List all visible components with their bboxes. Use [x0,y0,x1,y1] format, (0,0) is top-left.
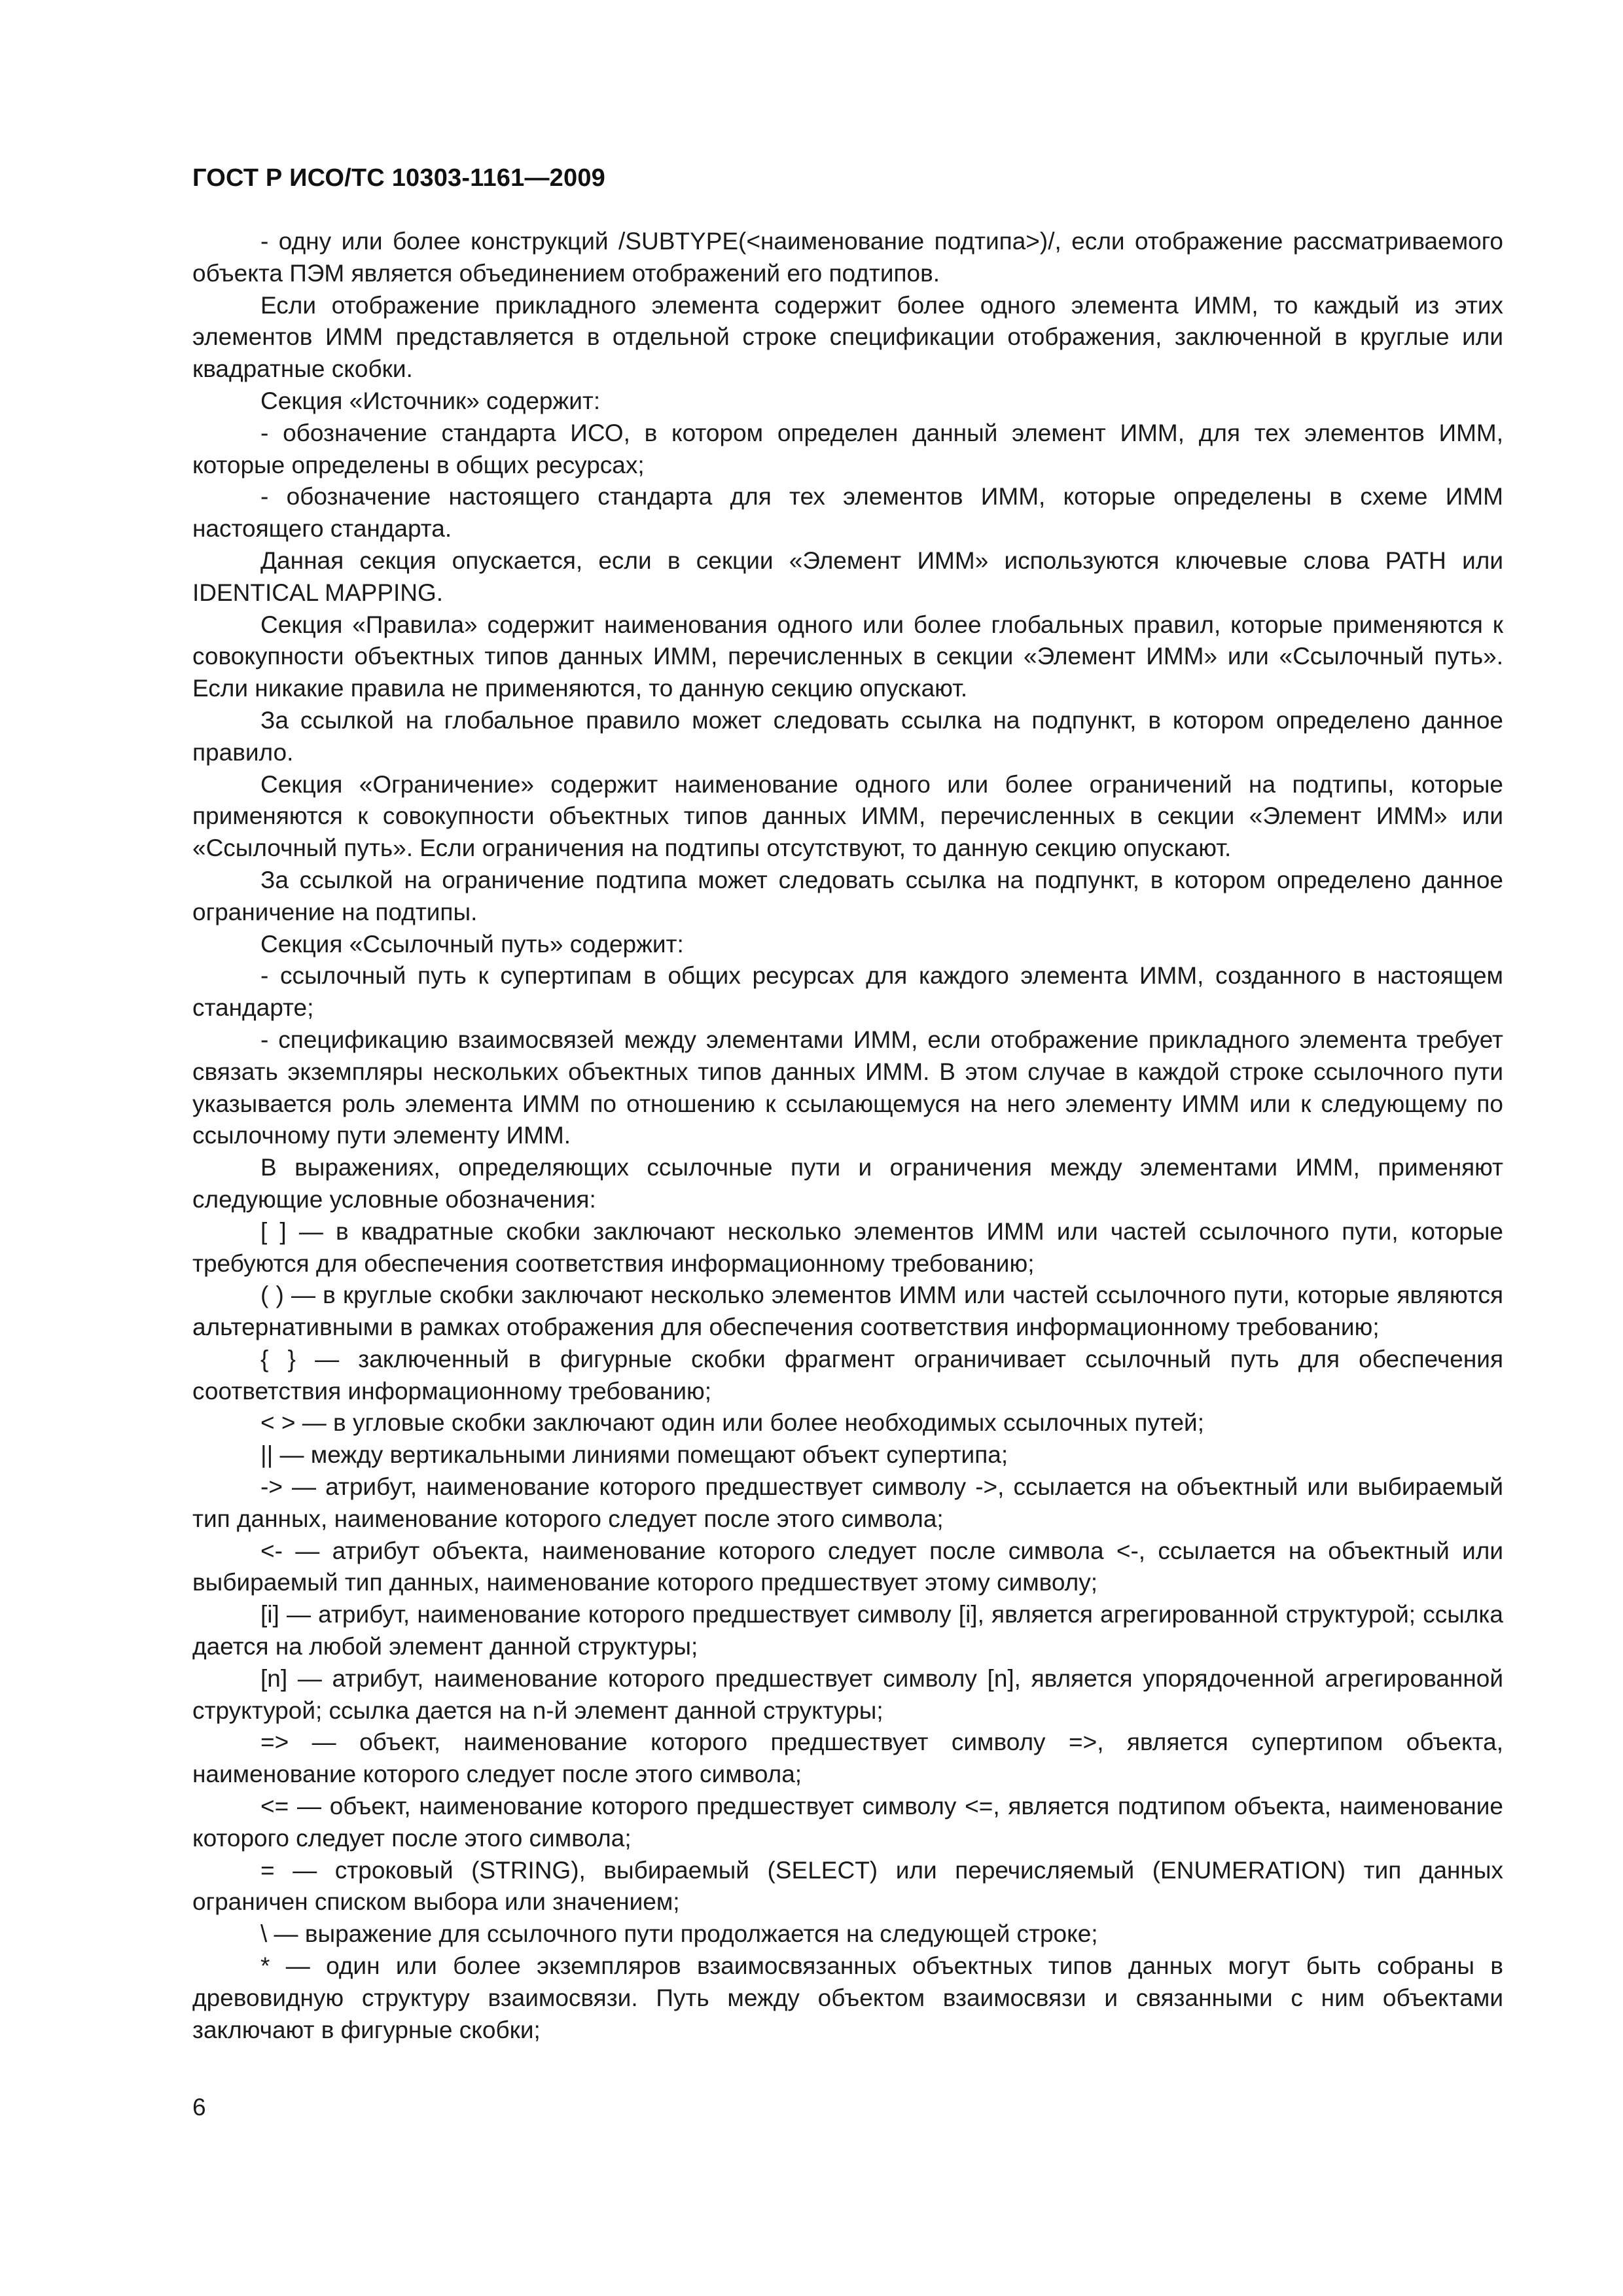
paragraph: Секция «Ссылочный путь» содержит: [260,930,684,958]
paragraph: - обозначение настоящего стандарта для тех элементов ИММ, которые определены в схеме ИММ настоящего стандарта. [192,483,1503,543]
notation-item: => — объект, наименование которого предшествует символу =>, является супертипом объекта, наименование которого следует после этого символа; [192,1729,1503,1788]
body-text [192,226,1503,2046]
paragraph: Секция «Ограничение» содержит наименование одного или более ограничений на подтипы, которые применяются к совокупности объектных типов данных ИММ, перечисленных в секции «Элемент ИММ» или «Ссылочный путь». Если ограничения на подтипы отсутствуют, то данную секцию опускают. [192,770,1503,862]
notation-item: * — один или более экземпляров взаимосвязанных объектных типов данных могут быть собраны в древовидную структуру взаимосвязи. Путь между объектом взаимосвязи и связанными с ним объектами заключают в фигурные скобки; [192,1952,1503,2043]
notation-item: [i] — атрибут, наименование которого предшествует символу [i], является агрегированной структурой; ссылка дается на любой элемент данной структуры; [192,1601,1503,1660]
paragraph: Секция «Правила» содержит наименования одного или более глобальных правил, которые применяются к совокупности объектных типов данных ИММ, перечисленных в секции «Элемент ИММ» или «Ссылочный путь». Если никакие правила не применяются, то данную секцию опускают. [192,611,1503,702]
paragraph: Если отображение прикладного элемента содержит более одного элемента ИММ, то каждый из этих элементов ИММ представляется в отдельной строке спецификации отображения, заключенной в круглые или квадратные скобки. [192,291,1503,383]
notation-item: || — между вертикальными линиями помещают объект супертипа; [260,1441,1008,1469]
paragraph: За ссылкой на глобальное правило может следовать ссылка на подпункт, в котором определено данное правило. [192,706,1503,766]
paragraph: Данная секция опускается, если в секции «Элемент ИММ» используются ключевые слова PATH или IDENTICAL MAPPING. [192,547,1503,606]
notation-item: -> — атрибут, наименование которого предшествует символу ->, ссылается на объектный или выбираемый тип данных, наименование которого следует после этого символа; [192,1473,1503,1532]
notation-item: { } — заключенный в фигурные скобки фрагмент ограничивает ссылочный путь для обеспечения соответствия информационному требованию; [192,1345,1503,1405]
notation-item: \ — выражение для ссылочного пути продолжается на следующей строке; [260,1920,1098,1948]
notation-item: ( ) — в круглые скобки заключают несколько элементов ИММ или частей ссылочного пути, которые являются альтернативными в рамках отображения для обеспечения соответствия информационному требованию; [192,1282,1503,1341]
notation-item: < > — в угловые скобки заключают один или более необходимых ссылочных путей; [260,1409,1204,1437]
page-header-standard-title: ГОСТ Р ИСО/ТС 10303-1161—2009 [192,164,606,192]
notation-item: [n] — атрибут, наименование которого предшествует символу [n], является упорядоченной агрегированной структурой; ссылка дается на n-й элемент данной структуры; [192,1664,1503,1724]
paragraph: В выражениях, определяющих ссылочные пути и ограничения между элементами ИММ, применяют следующие условные обозначения: [192,1154,1503,1213]
page-number: 6 [192,2094,206,2121]
paragraph: - одну или более конструкций /SUBTYPE(<наименование подтипа>)/, если отображение рассматриваемого объекта ПЭМ является объединением отображений его подтипов. [192,228,1503,287]
paragraph: За ссылкой на ограничение подтипа может следовать ссылка на подпункт, в котором определено данное ограничение на подтипы. [192,866,1503,925]
notation-item: [ ] — в квадратные скобки заключают несколько элементов ИММ или частей ссылочного пути, которые требуются для обеспечения соответствия информационному требованию; [192,1217,1503,1277]
paragraph: - ссылочный путь к супертипам в общих ресурсах для каждого элемента ИММ, созданного в настоящем стандарте; [192,962,1503,1022]
notation-item: <- — атрибут объекта, наименование которого следует после символа <-, ссылается на объектный или выбираемый тип данных, наименование которого предшествует этому символу; [192,1537,1503,1596]
paragraph: Секция «Источник» содержит: [260,387,601,414]
notation-item: = — строковый (STRING), выбираемый (SELECT) или перечисляемый (ENUMERATION) тип данных ограничен списком выбора или значением; [192,1856,1503,1916]
notation-item: <= — объект, наименование которого предшествует символу <=, является подтипом объекта, наименование которого следует после этого символа; [192,1793,1503,1852]
paragraph: - обозначение стандарта ИСО, в котором определен данный элемент ИММ, для тех элементов ИММ, которые определены в общих ресурсах; [192,419,1503,478]
paragraph: - спецификацию взаимосвязей между элементами ИММ, если отображение прикладного элемента требует связать экземпляры нескольких объектных типов данных ИММ. В этом случае в каждой строке ссылочного пути указывается роль элемента ИММ по отношению к ссылающемуся на него элементу ИММ или к следующему по ссылочному пути элементу ИММ. [192,1026,1503,1149]
